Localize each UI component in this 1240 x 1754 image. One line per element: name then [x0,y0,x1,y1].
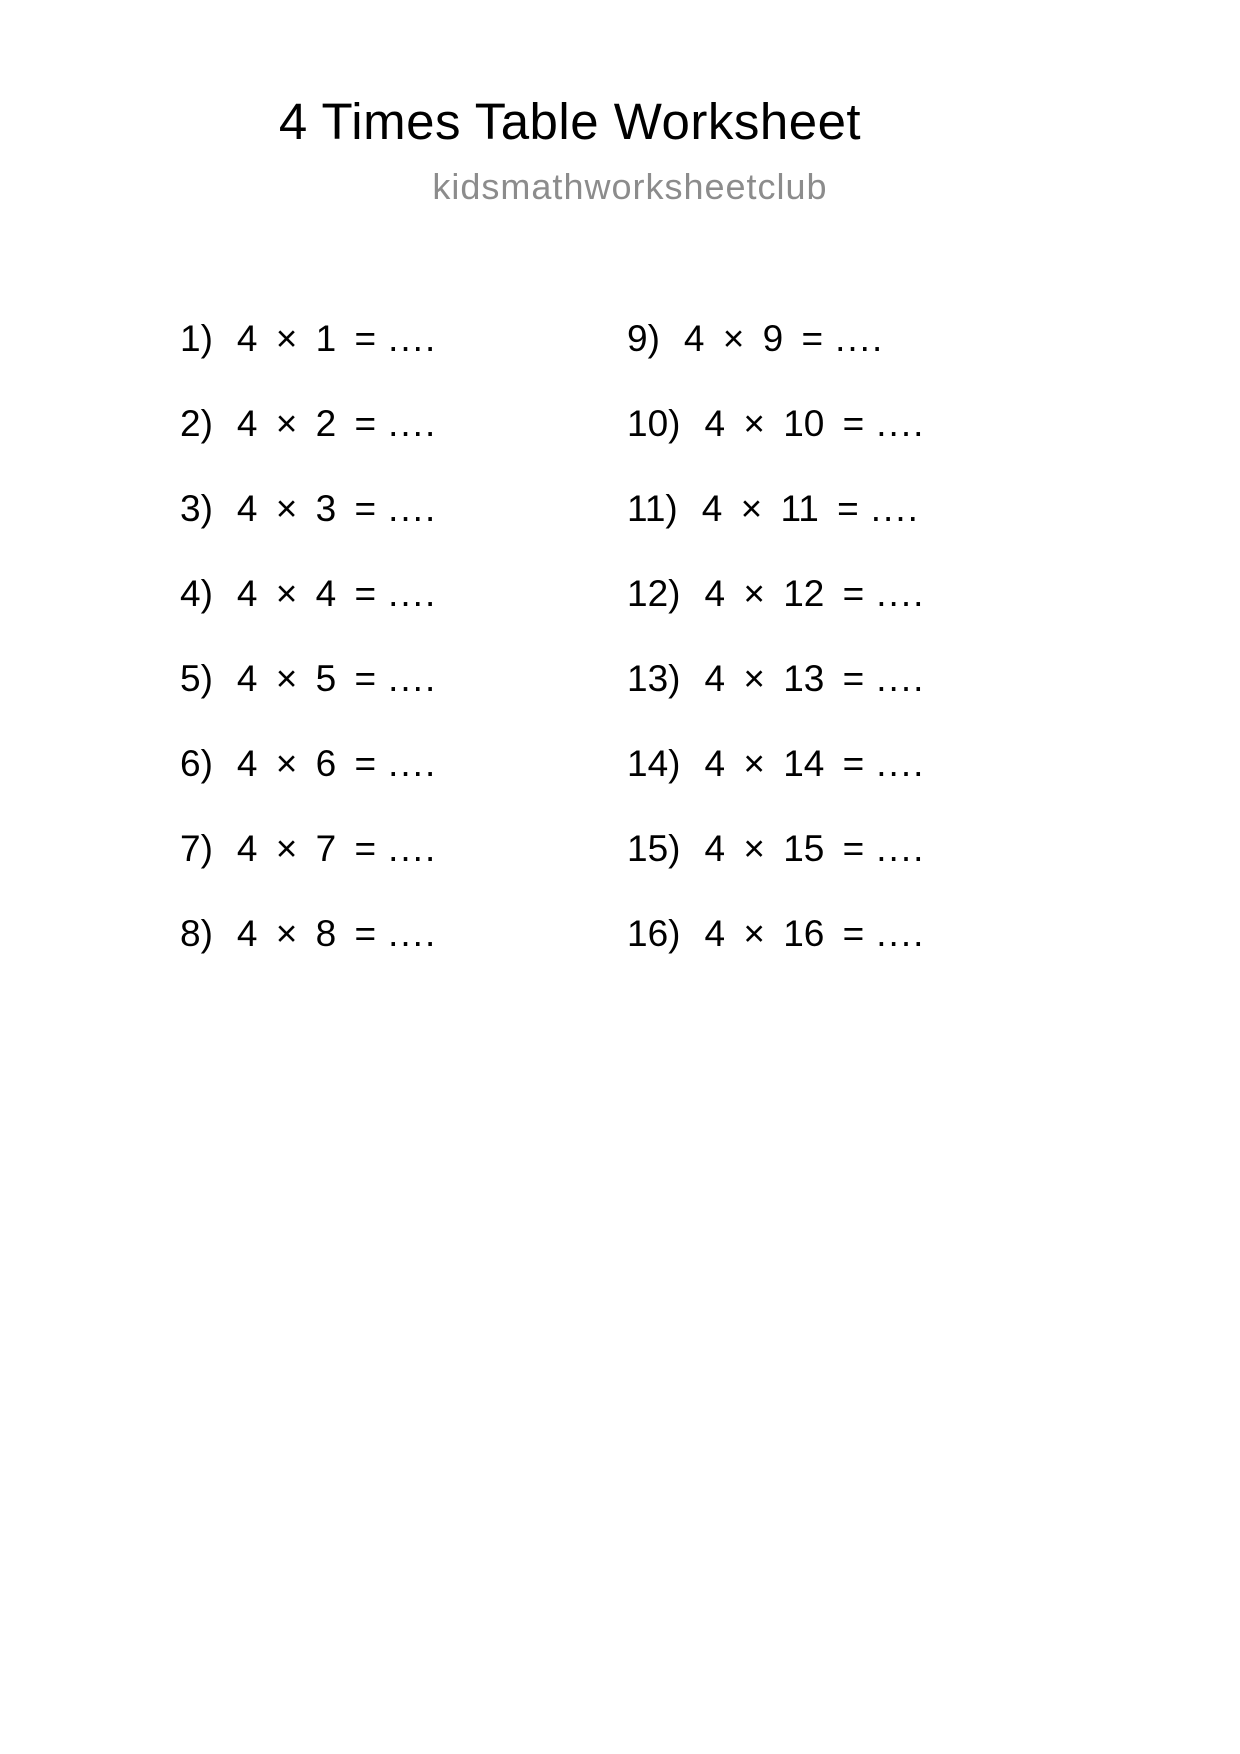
problem-number: 8) [180,912,213,954]
problem-number: 15) [627,827,681,869]
problem-row [180,636,437,721]
problem-number: 5) [180,657,213,699]
problem-row [180,891,437,976]
problem-number: 13) [627,657,681,699]
problem-expression: 4 × 14 = [704,742,865,784]
problem-expression: 4 × 16 = [704,912,865,954]
answer-blank: .... [876,572,926,614]
problem-row [627,381,925,466]
problem-row [180,381,437,466]
problem-row [180,296,437,381]
problem-row [627,466,925,551]
problems-column-right [627,296,925,976]
problem-number: 10) [627,402,681,444]
problem-expression: 4 × 2 = [236,402,377,444]
answer-blank: .... [835,317,885,359]
problem-row [627,636,925,721]
problem-number: 2) [180,402,213,444]
problem-row [627,806,925,891]
answer-blank: .... [876,912,926,954]
problem-expression: 4 × 15 = [704,827,865,869]
problem-expression: 4 × 12 = [704,572,865,614]
problem-expression: 4 × 1 = [236,317,377,359]
answer-blank: .... [388,402,438,444]
problem-expression: 4 × 6 = [236,742,377,784]
answer-blank: .... [876,742,926,784]
answer-blank: .... [388,317,438,359]
problem-expression: 4 × 7 = [236,827,377,869]
problem-number: 14) [627,742,681,784]
answer-blank: .... [876,827,926,869]
problem-number: 4) [180,572,213,614]
problem-row [180,721,437,806]
answer-blank: .... [388,912,438,954]
problem-number: 9) [627,317,660,359]
problem-number: 3) [180,487,213,529]
page-title: 4 Times Table Worksheet [278,93,862,150]
problem-expression: 4 × 4 = [236,572,377,614]
problem-expression: 4 × 10 = [704,402,865,444]
problem-number: 12) [627,572,681,614]
page-subtitle: kidsmathworksheetclub [432,166,828,207]
problem-number: 1) [180,317,213,359]
problem-number: 7) [180,827,213,869]
problem-row [627,891,925,976]
answer-blank: .... [388,487,438,529]
answer-blank: .... [388,742,438,784]
problem-row [627,296,925,381]
answer-blank: .... [876,402,926,444]
problem-row [180,466,437,551]
problem-expression: 4 × 8 = [236,912,377,954]
problem-expression: 4 × 9 = [683,317,824,359]
problem-expression: 4 × 13 = [704,657,865,699]
answer-blank: .... [388,657,438,699]
problem-row [627,721,925,806]
problem-row [180,551,437,636]
problem-expression: 4 × 11 = [701,487,859,529]
answer-blank: .... [876,657,926,699]
problems-column-left [180,296,437,976]
answer-blank: .... [388,827,438,869]
problem-expression: 4 × 5 = [236,657,377,699]
problem-row [180,806,437,891]
problem-number: 11) [627,487,678,529]
problem-number: 16) [627,912,681,954]
answer-blank: .... [388,572,438,614]
problem-number: 6) [180,742,213,784]
problem-row [627,551,925,636]
problem-expression: 4 × 3 = [236,487,377,529]
answer-blank: .... [870,487,920,529]
